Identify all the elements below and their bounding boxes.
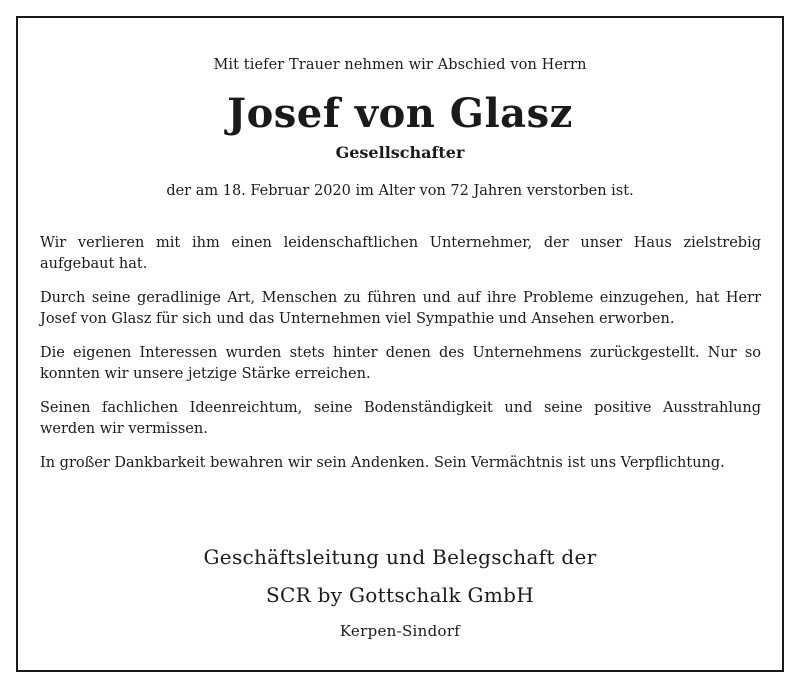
paragraph-4: Seinen fachlichen Ideenreichtum, seine Bodenständigkeit und seine positive Ausstrahlung werden wir vermissen. (40, 400, 761, 437)
deceased-name: Josef von Glasz (227, 90, 573, 137)
death-date-line: der am 18. Februar 2020 im Alter von 72 Jahren verstorben ist. (166, 183, 634, 199)
paragraph-2: Durch seine geradlinige Art, Menschen zu führen und auf ihre Probleme einzugehen, hat Herr Josef von Glasz für sich und das Unternehmen viel Sympathie und Ansehen erworben. (40, 290, 761, 327)
intro-line: Mit tiefer Trauer nehmen wir Abschied von Herrn (213, 57, 587, 73)
signature-line: Geschäftsleitung und Belegschaft der (203, 545, 597, 569)
paragraph-1: Wir verlieren mit ihm einen leidenschaftlichen Unternehmer, der unser Haus zielstrebig aufgebaut hat. (40, 235, 761, 272)
paragraph-5: In großer Dankbarkeit bewahren wir sein Andenken. Sein Vermächtnis ist uns Verpflichtung. (40, 455, 725, 471)
paragraph-3: Die eigenen Interessen wurden stets hinter denen des Unternehmens zurückgestellt. Nur so konnten wir unsere jetzige Stärke erreichen. (40, 345, 761, 382)
deceased-role: Gesellschafter (335, 143, 465, 162)
notice-body (40, 233, 761, 487)
signature-company: SCR by Gottschalk GmbH (266, 583, 534, 607)
signature-location: Kerpen-Sindorf (339, 622, 461, 640)
